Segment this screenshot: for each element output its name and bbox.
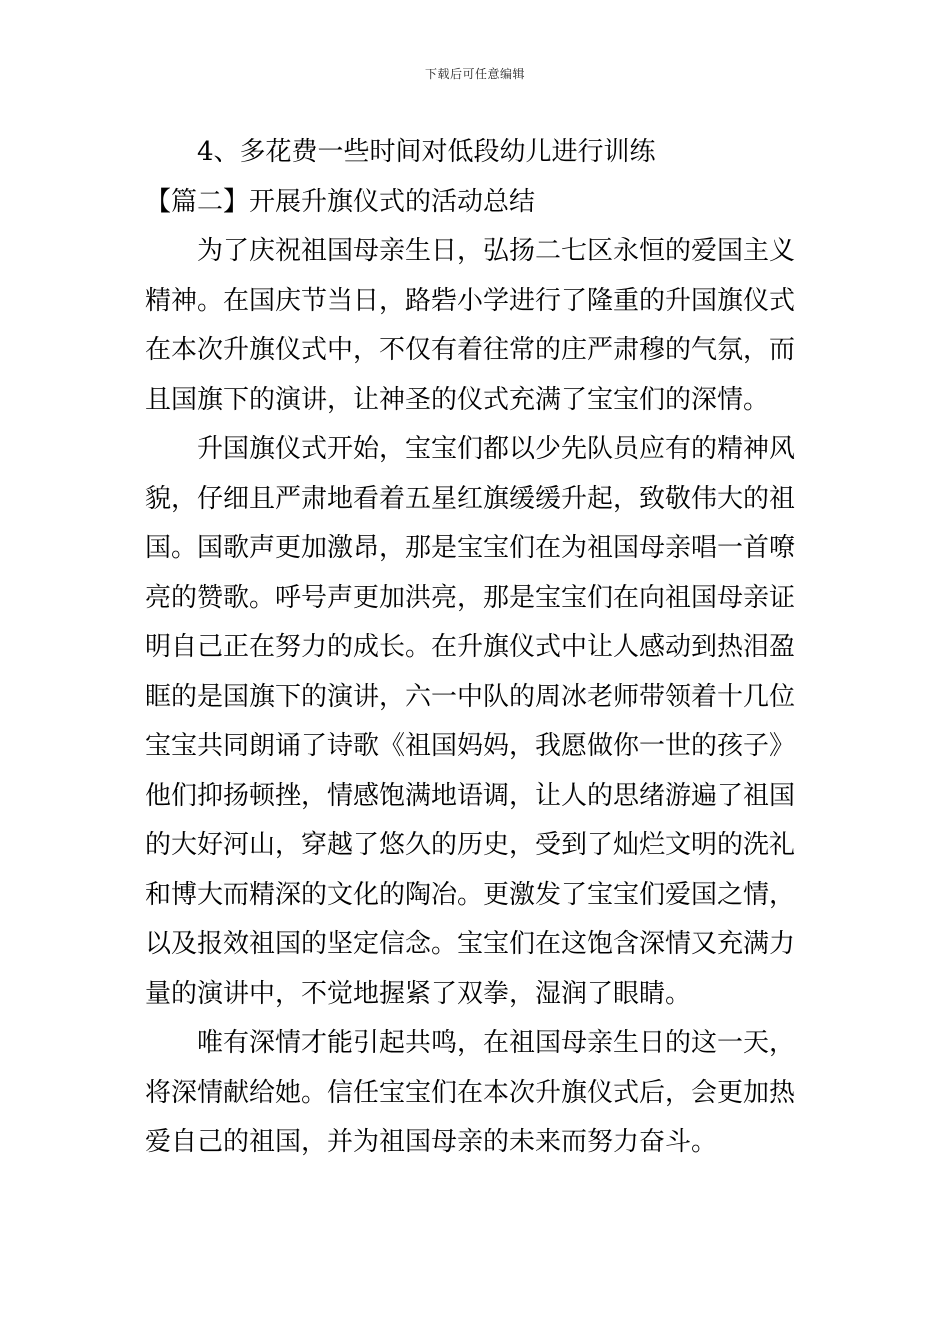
header-note: 下载后可任意编辑 (424, 67, 525, 81)
document-body (145, 128, 807, 1168)
paragraph-line: 眶的是国旗下的演讲，六一中队的周冰老师带领着十几位 (145, 681, 796, 712)
section-heading: 【篇二】开展升旗仪式的活动总结 (145, 186, 536, 217)
paragraph-line: 为了庆祝祖国母亲生日，弘扬二七区永恒的爱国主义 (197, 236, 796, 266)
paragraph-line: 宝宝共同朗诵了诗歌《祖国妈妈，我愿做你一世的孩子》 (145, 731, 796, 761)
paragraph-line: 升国旗仪式开始，宝宝们都以少先队员应有的精神风 (197, 434, 796, 464)
paragraph-line: 且国旗下的演讲，让神圣的仪式充满了宝宝们的深情。 (145, 384, 770, 415)
paragraph-2 (145, 425, 807, 1019)
paragraph-line: 和博大而精深的文化的陶冶。更激发了宝宝们爱国之情， (145, 879, 796, 910)
paragraph-line: 将深情献给她。信任宝宝们在本次升旗仪式后，会更加热 (145, 1077, 796, 1108)
paragraph-3 (145, 1019, 807, 1168)
paragraph-line: 在本次升旗仪式中，不仅有着往常的庄严肃穆的气氛，而 (145, 335, 796, 365)
paragraph-line: 明自己正在努力的成长。在升旗仪式中让人感动到热泪盈 (145, 632, 796, 662)
paragraph-line: 爱自己的祖国，并为祖国母亲的未来而努力奋斗。 (145, 1127, 718, 1157)
list-item-4: 4、多花费一些时间对低段幼儿进行训练 (197, 137, 656, 167)
paragraph-1 (145, 227, 807, 425)
paragraph-line: 唯有深情才能引起共鸣，在祖国母亲生日的这一天， (197, 1028, 796, 1058)
paragraph-line: 量的演讲中，不觉地握紧了双拳，湿润了眼睛。 (145, 978, 692, 1009)
paragraph-line: 亮的赞歌。呼号声更加洪亮，那是宝宝们在向祖国母亲证 (145, 582, 796, 613)
paragraph-line: 的大好河山，穿越了悠久的历史，受到了灿烂文明的洗礼 (145, 830, 796, 860)
paragraph-line: 精神。在国庆节当日，路砦小学进行了隆重的升国旗仪式 (145, 285, 796, 316)
paragraph-line: 以及报效祖国的坚定信念。宝宝们在这饱含深情又充满力 (145, 929, 796, 959)
paragraph-line: 貌，仔细且严肃地看着五星红旗缓缓升起，致敬伟大的祖 (145, 483, 796, 514)
paragraph-line: 他们抑扬顿挫，情感饱满地语调，让人的思绪游遍了祖国 (145, 780, 796, 811)
paragraph-line: 国。国歌声更加激昂，那是宝宝们在为祖国母亲唱一首嘹 (145, 533, 796, 563)
